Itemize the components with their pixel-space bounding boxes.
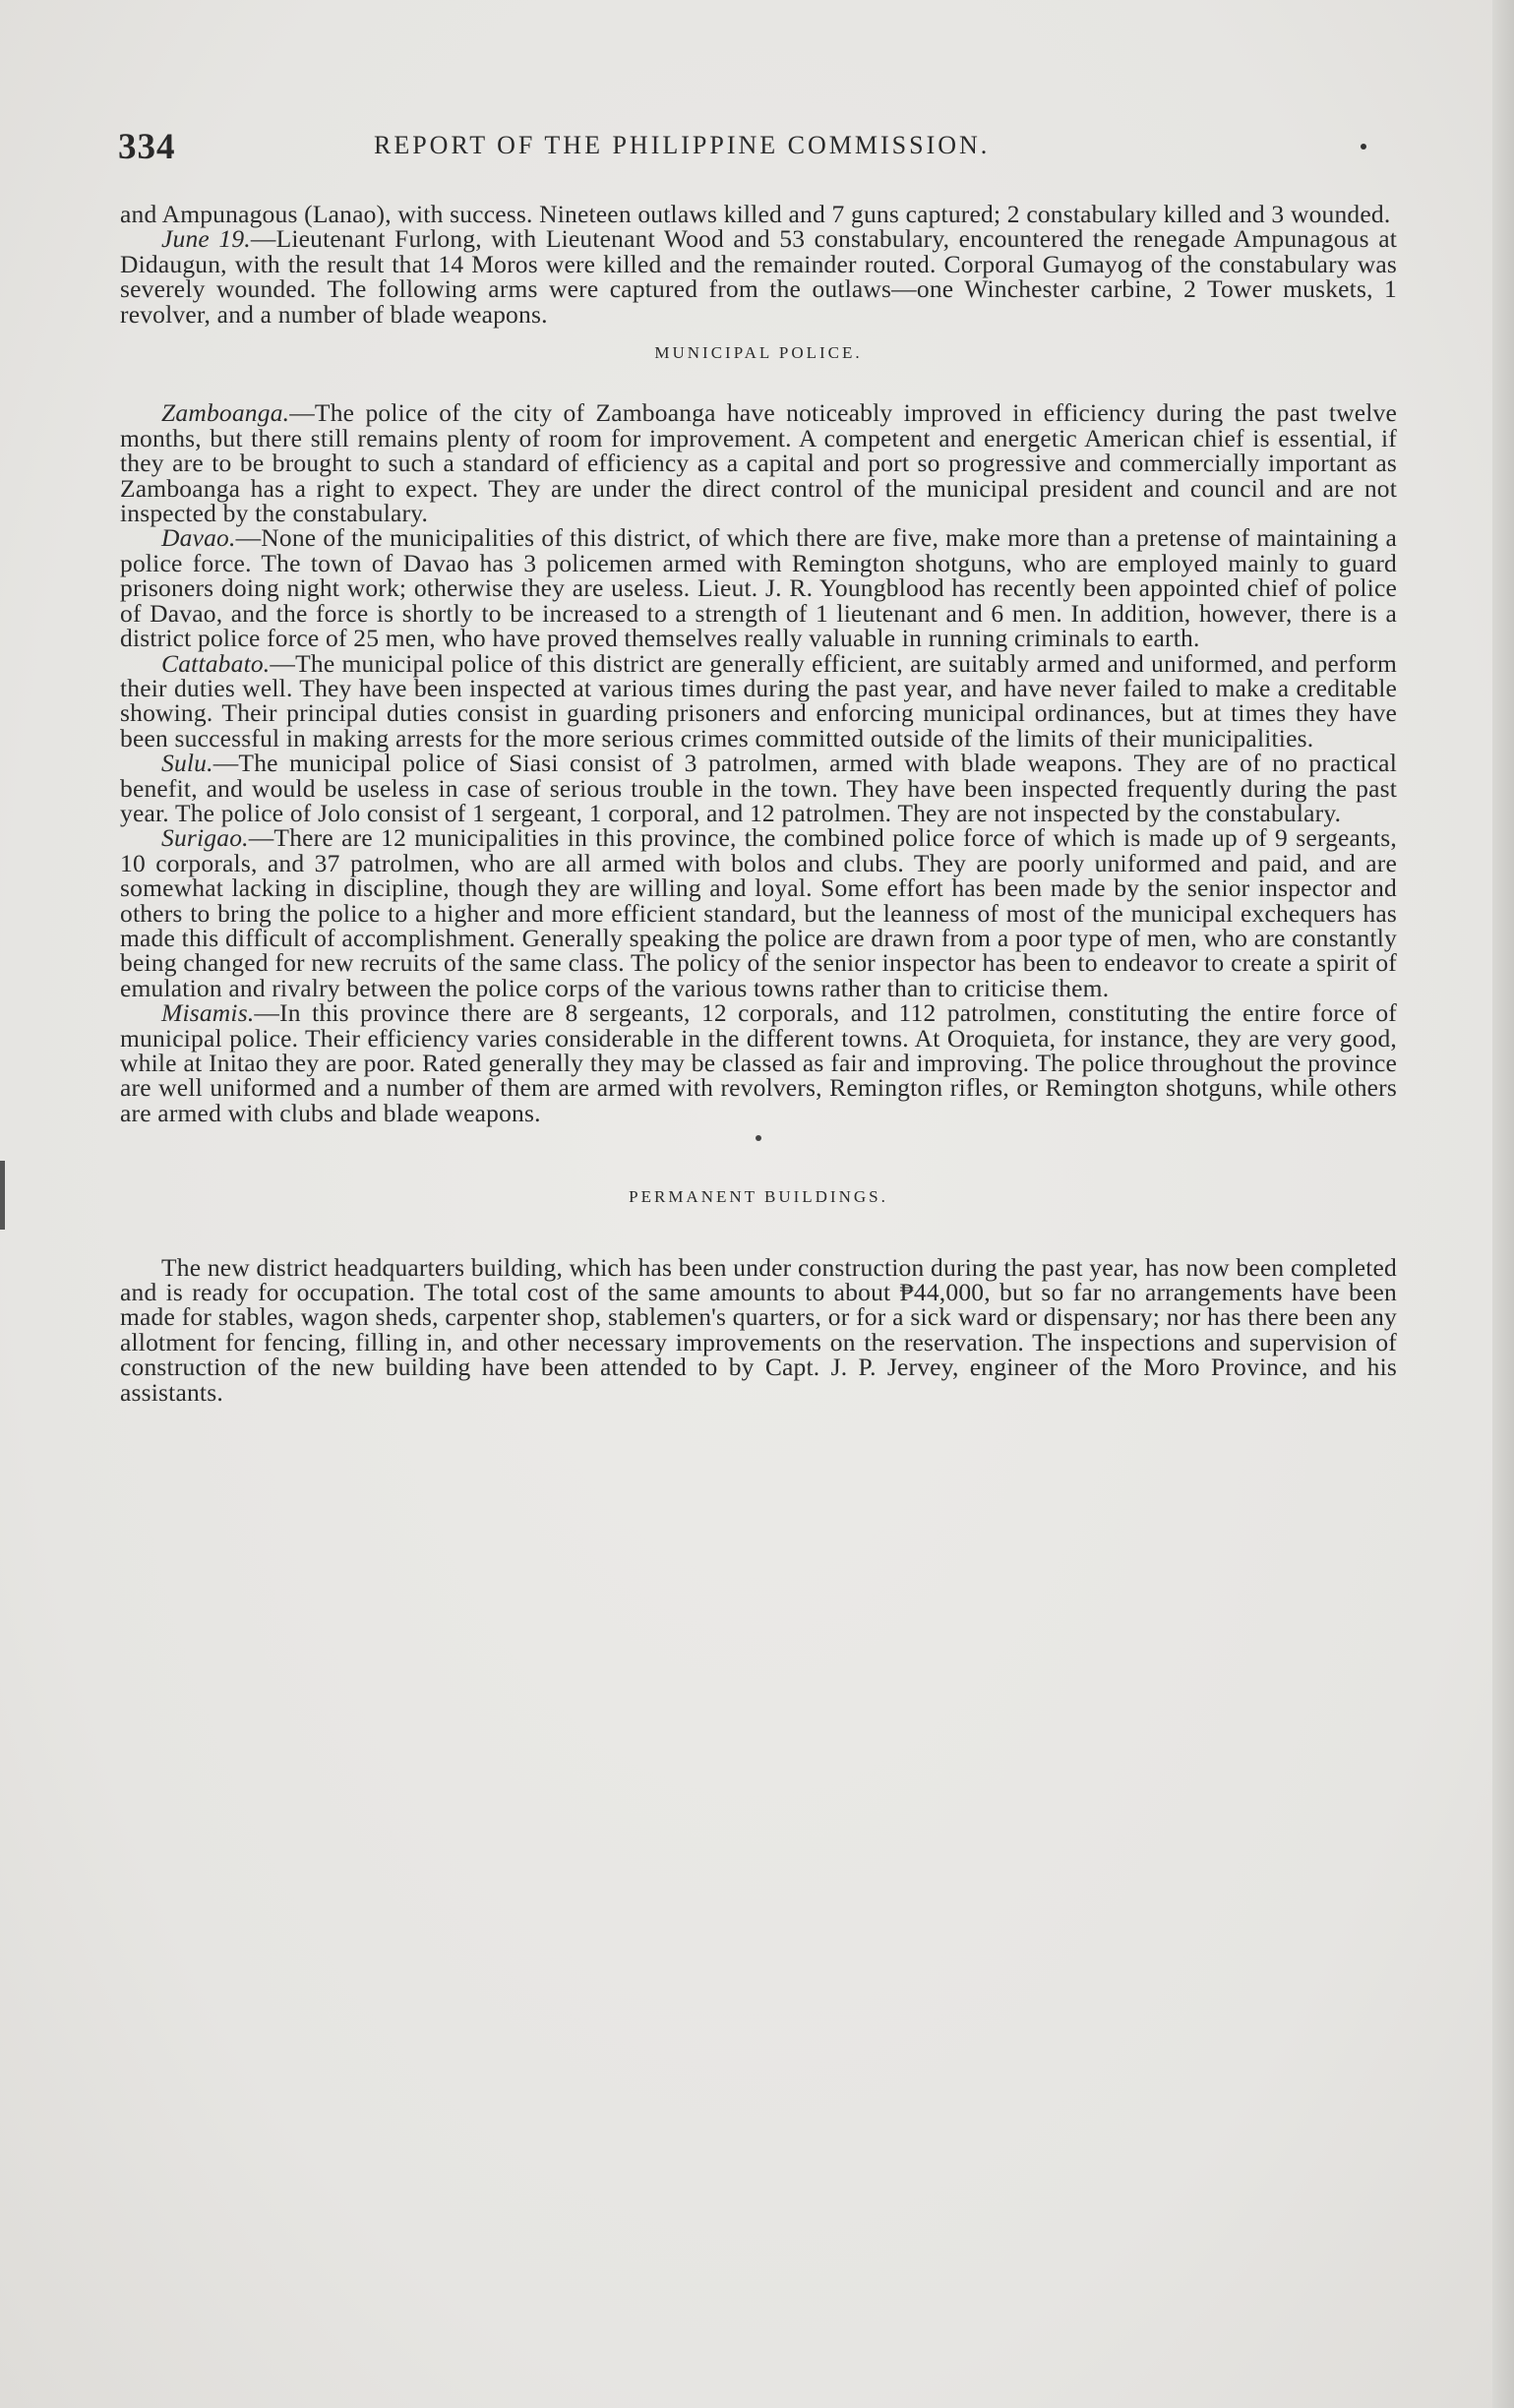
permanent-buildings-paragraph: The new district headquarters building, which has been under construction during the past year, has now been completed and is ready for occupation. The total cost of the same amounts to about ₱44,000, but so far no arrangements have been made for stables, wagon sheds, carpenter shop, stablemen's quarters, or for a sick ward or dispensary; nor has there been any allotment for fencing, filling in, and other necessary improvements on the reservation. The inspections and supervision of construction of the new building have been attended to by Capt. J. P. Jervey, engineer of the Moro Province, and his assistants. <box>120 1252 1397 1407</box>
davao-text: —None of the municipalities of this district, of which there are five, make more than a pretense of maintaining a police force. The town of Davao has 3 policemen armed with Remington shotguns, who are employed mainly to guard prisoners doing night work; otherwise they are useless. Lieut. J. R. Youngblood has recently been appointed chief of police of Davao, and the force is shortly to be increased to a strength of 1 lieutenant and 6 men. In addition, however, there is a district police force of 25 men, who have proved themselves really valuable in running criminals to earth. <box>120 523 1397 653</box>
misamis-place: Misamis. <box>161 998 255 1028</box>
davao-place: Davao. <box>161 523 236 553</box>
zamboanga-text: —The police of the city of Zamboanga have noticeably improved in efficiency during the past twelve months, but there still remains plenty of room for improvement. A competent and energetic American chief is essential, if they are to be brought to such a standard of efficiency as a capital and port so progressive and commercially important as Zamboanga has a right to expect. They are under the direct control of the municipal president and council and are not inspected by the constabulary. <box>120 398 1397 528</box>
page-edge-shadow <box>1492 0 1514 2408</box>
intro-continuation: and Ampunagous (Lanao), with success. Nineteen outlaws killed and 7 guns captured; 2 constabulary killed and 3 wounded. <box>120 200 1391 228</box>
cottabato-place: Cattabato. <box>161 648 271 678</box>
running-head: REPORT OF THE PHILIPPINE COMMISSION. <box>374 131 991 159</box>
body-text <box>120 202 1397 1405</box>
zamboanga-paragraph <box>120 398 1397 528</box>
june-19-paragraph <box>120 226 1397 327</box>
misamis-text: —In this province there are 8 sergeants, 12 corporals, and 112 patrolmen, constituting the entire force of municipal police. Their efficiency varies considerable in the different towns. At Oroquieta, for instance, they are very good, while at Initao they are poor. Rated generally they may be classed as fair and improving. The police throughout the province are well uniformed and a number of them are armed with revolvers, Remington rifles, or Remington shotguns, while others are armed with clubs and blade weapons. <box>120 998 1397 1127</box>
municipal-police-heading: MUNICIPAL POLICE. <box>654 343 863 363</box>
sulu-place: Sulu. <box>161 749 213 778</box>
section-separator-dot <box>756 1135 761 1141</box>
davao-paragraph <box>120 523 1397 653</box>
june-19-text: —Lieutenant Furlong, with Lieutenant Wood and 53 constabulary, encountered the renegade Ampunagous at Didaugun, with the result that 14 Moros were killed and the remainder routed. Corporal Gumayog of the constabulary was severely wounded. The following arms were captured from the outlaws—one Winchester carbine, 2 Tower muskets, 1 revolver, and a number of blade weapons. <box>120 224 1397 329</box>
misamis-paragraph <box>120 1000 1397 1125</box>
page-number: 334 <box>118 127 176 167</box>
surigao-text: —There are 12 municipalities in this province, the combined police force of which is made up of 9 sergeants, 10 corporals, and 37 patrolmen, who are all armed with bolos and clubs. They are poorly uniformed and paid, and are somewhat lacking in discipline, though they are willing and loyal. Some effort has been made by the senior inspector and others to bring the police to a higher and more efficient standard, but the leanness of most of the municipal exchequers has made this difficult of accomplishment. Generally speaking the police are drawn from a poor type of men, who are constantly being changed for new recruits of the same class. The policy of the senior inspector has been to endeavor to create a spirit of emulation and rivalry between the police corps of the various towns rather than to criticise them. <box>120 823 1397 1002</box>
page-header <box>118 126 1397 169</box>
binding-mark <box>0 1161 5 1230</box>
cottabato-paragraph <box>120 648 1397 752</box>
permanent-buildings-heading: PERMANENT BUILDINGS. <box>629 1187 888 1207</box>
sulu-paragraph <box>120 751 1397 825</box>
header-dot <box>1361 144 1366 150</box>
june-19-date: June 19. <box>161 224 251 254</box>
cottabato-text: —The municipal police of this district are generally efficient, are suitably armed and uniformed, and perform their duties well. They have been inspected at various times during the past year, and have never failed to make a creditable showing. Their principal duties consist in guarding prisoners and enforcing municipal ordinances, but at times they have been successful in making arrests for the more serious crimes committed outside of the limits of their municipalities. <box>120 648 1397 752</box>
surigao-place: Surigao. <box>161 823 249 853</box>
zamboanga-place: Zamboanga. <box>161 398 290 428</box>
sulu-text: —The municipal police of Siasi consist of 3 patrolmen, armed with blade weapons. They are of no practical benefit, and would be useless in case of serious trouble in the town. They have been inspected frequently during the past year. The police of Jolo consist of 1 sergeant, 1 corporal, and 12 patrolmen. They are not inspected by the constabulary. <box>120 749 1397 827</box>
surigao-paragraph <box>120 825 1397 1000</box>
